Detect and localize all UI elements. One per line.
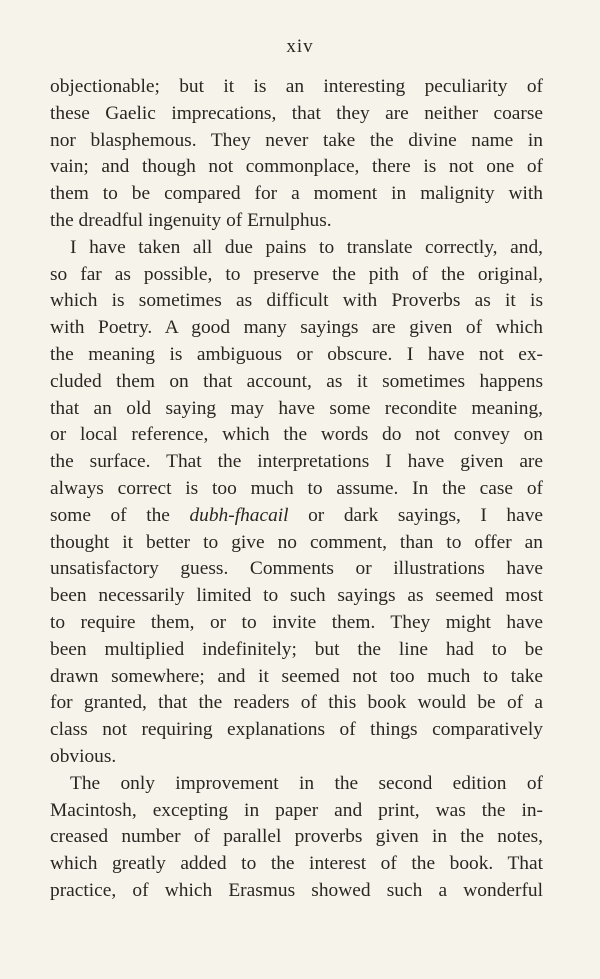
- italic-line-after: or dark sayings, I have: [308, 504, 544, 526]
- page-number: xiv: [286, 36, 314, 57]
- italic-line-before: some of the: [50, 504, 170, 526]
- text-line: always correct is too much to assume. In the case of: [50, 477, 543, 499]
- text-line: creased number of parallel proverbs given in the notes,: [50, 826, 543, 848]
- text-line: vain; and though not commonplace, there is not one of: [50, 156, 543, 178]
- text-line: thought it better to give no comment, than to offer an: [50, 531, 543, 553]
- text-line: to require them, or to invite them. They might have: [50, 611, 543, 633]
- text-line-with-italic: [50, 503, 543, 530]
- paragraph-3: [50, 771, 543, 905]
- text-line: the meaning is ambiguous or obscure. I have not ex-: [50, 343, 543, 365]
- text-line: the surface. That the interpretations I have given are: [50, 451, 543, 473]
- text-line: cluded them on that account, as it sometimes happens: [50, 370, 543, 392]
- text-line: The only improvement in the second edition of: [70, 772, 543, 794]
- text-line: with Poetry. A good many sayings are given of which: [50, 317, 543, 339]
- text-line: them to be compared for a moment in malignity with: [50, 183, 543, 205]
- text-line: unsatisfactory guess. Comments or illustrations have: [50, 558, 543, 580]
- text-line: been necessarily limited to such sayings as seemed most: [50, 585, 543, 607]
- text-line: that an old saying may have some recondite meaning,: [50, 397, 543, 419]
- text-line: drawn somewhere; and it seemed not too much to take: [50, 665, 543, 687]
- italic-gaelic-term: dubh-fhacail: [189, 504, 289, 526]
- text-line: nor blasphemous. They never take the divine name in: [50, 129, 543, 151]
- text-line: I have taken all due pains to translate correctly, and,: [70, 236, 543, 258]
- paragraph-2: [50, 235, 543, 771]
- text-line: for granted, that the readers of this book would be of a: [50, 692, 543, 714]
- text-line: obvious.: [50, 745, 117, 767]
- text-line: been multiplied indefinitely; but the line had to be: [50, 638, 543, 660]
- text-line: which is sometimes as difficult with Proverbs as it is: [50, 290, 543, 312]
- body-text: [50, 74, 543, 905]
- text-line: which greatly added to the interest of the book. That: [50, 853, 543, 875]
- text-line: practice, of which Erasmus showed such a wonderful: [50, 879, 543, 901]
- text-line: or local reference, which the words do not convey on: [50, 424, 543, 446]
- text-line: class not requiring explanations of things comparatively: [50, 719, 543, 741]
- text-line: these Gaelic imprecations, that they are neither coarse: [50, 102, 543, 124]
- paragraph-1: [50, 74, 543, 235]
- text-line: objectionable; but it is an interesting peculiarity of: [50, 76, 543, 97]
- text-line: the dreadful ingenuity of Ernulphus.: [50, 209, 332, 231]
- text-line: so far as possible, to preserve the pith of the original,: [50, 263, 543, 285]
- text-line: Macintosh, excepting in paper and print, was the in-: [50, 799, 543, 821]
